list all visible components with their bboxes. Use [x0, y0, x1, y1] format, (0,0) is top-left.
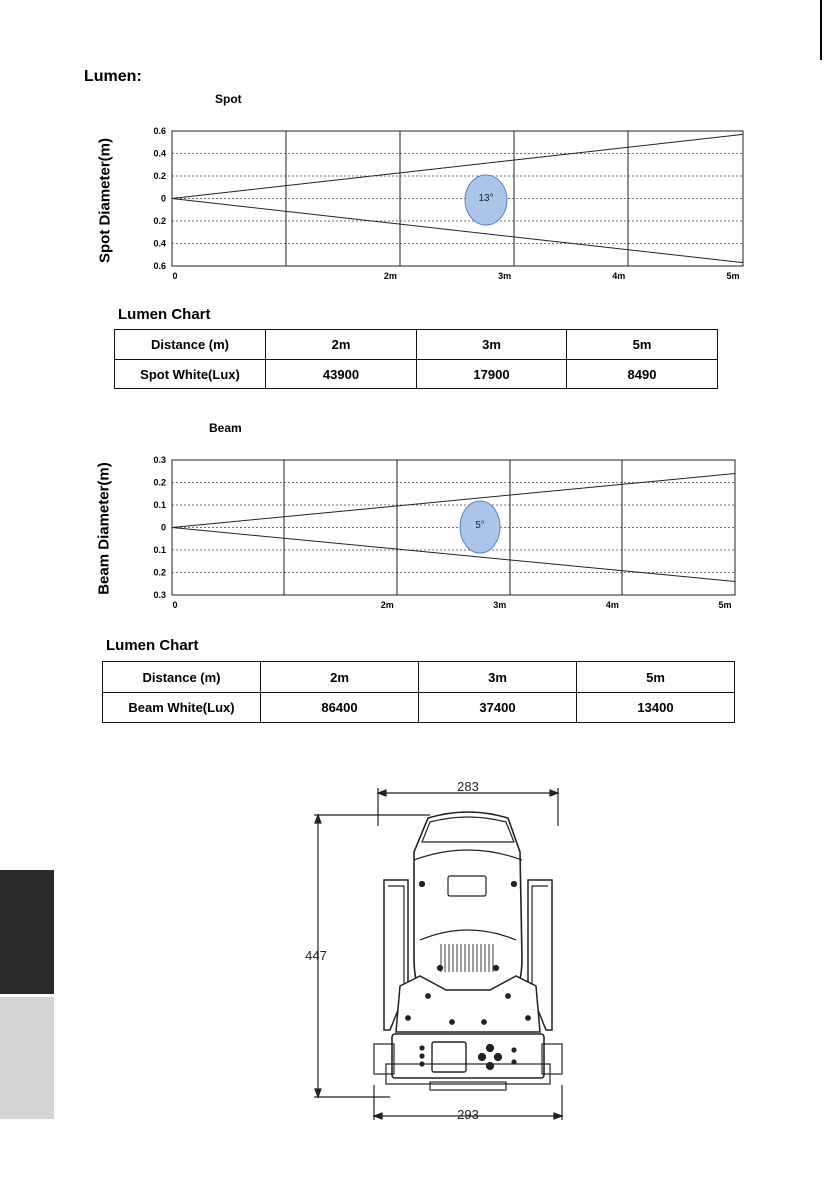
y-tick-label: 0.6 [153, 261, 166, 271]
y-tick-label: 0.3 [153, 455, 166, 465]
table-row [115, 330, 718, 360]
x-tick-label: 5m [726, 271, 740, 281]
y-tick-label: 0.1 [153, 500, 166, 510]
beam-table-title: Lumen Chart [106, 637, 199, 654]
table-cell: 43900 [266, 360, 417, 389]
spot-table-title: Lumen Chart [118, 306, 211, 323]
beam-lumen-table [102, 661, 735, 723]
table-cell: 37400 [419, 693, 577, 723]
corner-crop-mark [818, 0, 839, 60]
table-cell: 5m [577, 662, 735, 693]
beam-grid [172, 460, 735, 595]
table-cell: 3m [419, 662, 577, 693]
table-cell: 8490 [567, 360, 718, 389]
table-cell: 13400 [577, 693, 735, 723]
beam-angle-label: 5° [475, 520, 485, 531]
table-row [103, 662, 735, 693]
beam-lower-edge-line [172, 528, 735, 582]
table-cell: 5m [567, 330, 718, 360]
side-tab-inactive [0, 997, 54, 1119]
x-tick-label: 0 [172, 600, 178, 610]
spot-grid [172, 131, 743, 266]
spot-lumen-table [114, 329, 718, 389]
x-tick-label: 4m [612, 271, 626, 281]
x-tick-label: 2m [380, 600, 394, 610]
beam-chart-label: Beam [209, 421, 242, 435]
fixture-dimension-drawing [290, 775, 580, 1125]
table-cell: 2m [266, 330, 417, 360]
y-tick-label: 0.2 [153, 477, 166, 488]
table-cell: Beam White(Lux) [103, 693, 261, 723]
table-cell: 2m [261, 662, 419, 693]
y-tick-label: 0.4 [153, 238, 166, 249]
spot-angle-label: 13° [478, 193, 494, 204]
table-cell: 17900 [417, 360, 567, 389]
y-tick-label: 0 [160, 522, 166, 533]
table-cell: Distance (m) [115, 330, 266, 360]
spot-lower-edge-line [172, 199, 743, 263]
table-cell: Spot White(Lux) [115, 360, 266, 389]
table-cell: 3m [417, 330, 567, 360]
x-tick-label: 4m [605, 600, 619, 610]
beam-chart [140, 447, 750, 612]
section-title: Lumen: [84, 68, 142, 85]
y-tick-label: 0 [160, 193, 166, 204]
x-tick-label: 0 [172, 271, 178, 281]
dimension-height: 447 [305, 948, 327, 963]
table-row [103, 693, 735, 723]
x-tick-label: 3m [493, 600, 507, 610]
spot-beam-chart [140, 118, 750, 283]
y-tick-label: 0.2 [153, 171, 166, 181]
y-tick-label: 0.3 [153, 590, 166, 600]
y-tick-label: 0.2 [153, 216, 166, 226]
dimension-width-top: 283 [457, 779, 479, 794]
y-tick-label: 0.1 [153, 545, 166, 555]
spot-upper-edge-line [172, 134, 743, 198]
beam-upper-edge-line [172, 474, 735, 528]
x-tick-label: 3m [498, 271, 512, 281]
x-tick-label: 2m [383, 271, 397, 281]
y-tick-label: 0.2 [153, 567, 166, 578]
table-row [115, 360, 718, 389]
x-tick-label: 5m [718, 600, 732, 610]
table-cell: 86400 [261, 693, 419, 723]
y-tick-label: 0.4 [153, 148, 166, 159]
table-cell: Distance (m) [103, 662, 261, 693]
spot-y-axis-label: Spot Diameter(m) [96, 137, 114, 264]
beam-y-axis-label: Beam Diameter(m) [95, 462, 113, 595]
side-tab-active [0, 870, 54, 994]
dimension-width-bottom: 293 [457, 1107, 479, 1122]
y-tick-label: 0.6 [153, 126, 166, 136]
spot-chart-label: Spot [215, 92, 242, 106]
